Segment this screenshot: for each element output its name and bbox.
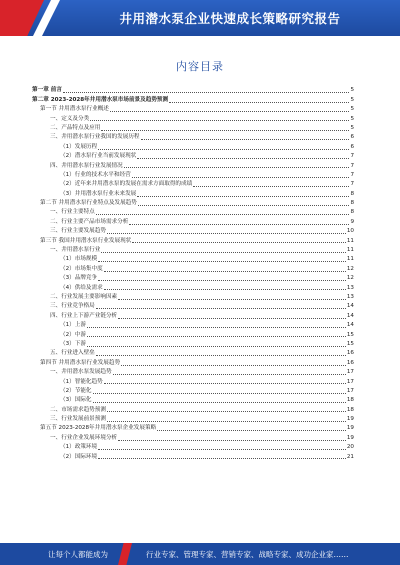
toc-entry-label: 四、行业上下游产业链分析	[50, 312, 118, 319]
toc-entry[interactable]	[32, 330, 354, 339]
toc-leader-dots	[87, 335, 346, 337]
toc-entry-label: （2）潜水泵行业当前发展现状	[60, 153, 137, 160]
toc-entry[interactable]	[32, 293, 354, 302]
toc-entry[interactable]	[32, 340, 354, 349]
toc-entry-page: 8	[350, 190, 354, 197]
toc-entry[interactable]	[32, 189, 354, 198]
toc-leader-dots	[93, 392, 346, 394]
toc-entry[interactable]	[32, 217, 354, 226]
toc-entry[interactable]	[32, 171, 354, 180]
toc-leader-dots	[96, 213, 350, 215]
toc-entry[interactable]	[32, 246, 354, 255]
toc-leader-dots	[96, 307, 346, 309]
toc-entry[interactable]	[32, 433, 354, 442]
toc-entry-label: 二、行业发展主要影响因素	[50, 293, 118, 300]
toc-leader-dots	[98, 279, 346, 281]
toc-leader-dots	[101, 251, 346, 253]
toc-entry[interactable]	[32, 452, 354, 461]
toc-leader-dots	[96, 354, 346, 356]
toc-entry-label: （3）井用潜水泵行业未来发展	[60, 190, 137, 197]
toc-entry[interactable]	[32, 255, 354, 264]
footer-slogan-right: 行业专家、管理专家、营销专家、战略专家、成功企业家……	[146, 550, 349, 559]
toc-leader-dots	[132, 176, 350, 178]
toc-leader-dots	[124, 166, 350, 168]
toc-entry-page: 16	[346, 350, 354, 357]
toc-entry-label: （1）政策环境	[60, 444, 98, 451]
toc-entry-label: 三、行业主要发展趋势	[50, 228, 106, 235]
toc-entry-page: 18	[346, 397, 354, 404]
toc-entry[interactable]	[32, 86, 354, 95]
toc-entry-page: 13	[346, 293, 354, 300]
toc-entry[interactable]	[32, 274, 354, 283]
toc-entry[interactable]	[32, 368, 354, 377]
toc-entry-page: 7	[350, 181, 354, 188]
page-footer	[0, 543, 400, 565]
toc-entry-label: 一、井用潜水泵发展趋势	[50, 369, 112, 376]
toc-leader-dots	[129, 223, 349, 225]
report-title: 井用潜水泵企业快速成长策略研究报告	[119, 11, 341, 26]
toc-entry[interactable]	[32, 405, 354, 414]
toc-leader-dots	[104, 270, 346, 272]
toc-entry-page: 15	[346, 340, 354, 347]
toc-entry-page: 10	[346, 228, 354, 235]
toc-entry-label: 一、行业企业发展环境分析	[50, 434, 118, 441]
toc-entry-page: 5	[350, 96, 354, 103]
toc-entry-label: （2）节能化	[60, 387, 92, 394]
toc-entry-label: 二、产品特点及应用	[50, 124, 101, 131]
toc-entry[interactable]	[32, 114, 354, 123]
toc-entry-label: （3）品牌竞争	[60, 275, 98, 282]
toc-entry[interactable]	[32, 208, 354, 217]
toc-entry[interactable]	[32, 133, 354, 142]
toc-leader-dots	[98, 457, 346, 459]
toc-entry-page: 8	[350, 209, 354, 216]
toc-entry-label: （1）市场规模	[60, 256, 98, 263]
toc-leader-dots	[104, 288, 346, 290]
toc-entry-label: 一、定义及分类	[50, 115, 90, 122]
toc-heading: 内容目录	[176, 60, 224, 73]
toc-leader-dots	[87, 345, 346, 347]
toc-entry-page: 8	[350, 200, 354, 207]
toc-entry[interactable]	[32, 105, 354, 114]
toc-entry-page: 20	[346, 444, 354, 451]
toc-leader-dots	[101, 129, 349, 131]
toc-entry-label: （2）市场集中度	[60, 265, 103, 272]
toc-entry[interactable]	[32, 152, 354, 161]
toc-entry[interactable]	[32, 142, 354, 151]
toc-entry-label: 一、井用潜水泵行业	[50, 247, 101, 254]
toc-entry[interactable]	[32, 321, 354, 330]
toc-entry[interactable]	[32, 358, 354, 367]
toc-entry-page: 17	[346, 369, 354, 376]
toc-entry-page: 18	[346, 406, 354, 413]
toc-leader-dots	[98, 448, 346, 450]
toc-entry[interactable]	[32, 95, 354, 104]
toc-entry-page: 19	[346, 416, 354, 423]
toc-leader-dots	[118, 439, 346, 441]
toc-entry[interactable]	[32, 424, 354, 433]
toc-entry-label: （4）供给及需求	[60, 284, 103, 291]
toc-entry-page: 12	[346, 275, 354, 282]
toc-leader-dots	[107, 420, 346, 422]
toc-entry-page: 19	[346, 425, 354, 432]
toc-entry[interactable]	[32, 124, 354, 133]
toc-entry-label: 四、井用潜水泵行业发展情况	[50, 162, 123, 169]
toc-entry-label: （3）下游	[60, 340, 86, 347]
toc-entry[interactable]	[32, 199, 354, 208]
toc-entry-page: 5	[350, 115, 354, 122]
toc-entry-page: 19	[346, 434, 354, 441]
toc-leader-dots	[169, 101, 349, 103]
toc-entry[interactable]	[32, 387, 354, 396]
toc-entry-page: 7	[350, 153, 354, 160]
toc-leader-dots	[132, 241, 346, 243]
toc-leader-dots	[113, 373, 346, 375]
toc-entry[interactable]	[32, 161, 354, 170]
toc-leader-dots	[141, 138, 350, 140]
toc-entry-page: 17	[346, 387, 354, 394]
toc-entry[interactable]	[32, 227, 354, 236]
toc-entry-label: 第二节 井用潜水泵行业特点及发展趋势	[40, 200, 137, 207]
toc-entry-page: 7	[350, 171, 354, 178]
toc-entry-label: 第四节 井用潜水泵行业发展趋势	[40, 359, 121, 366]
toc-entry-page: 17	[346, 378, 354, 385]
toc-entry-page: 5	[350, 106, 354, 113]
toc-leader-dots	[137, 157, 349, 159]
toc-entry-label: （2）近年来井用潜水泵的发展在需求方面取得的成绩	[60, 181, 193, 188]
toc-entry-page: 12	[346, 265, 354, 272]
toc-entry[interactable]	[32, 396, 354, 405]
toc-leader-dots	[98, 148, 349, 150]
toc-entry-page: 11	[346, 256, 354, 263]
toc-entry-page: 14	[346, 303, 354, 310]
table-of-contents	[32, 86, 354, 462]
toc-entry-page: 5	[350, 124, 354, 131]
toc-entry-page: 11	[346, 237, 354, 244]
toc-entry-page: 16	[346, 359, 354, 366]
toc-entry-page: 9	[350, 218, 354, 225]
toc-leader-dots	[193, 185, 349, 187]
toc-entry[interactable]	[32, 264, 354, 273]
toc-entry[interactable]	[32, 443, 354, 452]
toc-entry-label: 第二章 2023-2028年井用潜水泵市场前景及趋势预测	[32, 96, 169, 103]
footer-slogan-left: 让每个人都能成为	[48, 550, 108, 559]
toc-entry-label: （2）中游	[60, 331, 86, 338]
toc-entry-label: 三、行业竞争格局	[50, 303, 95, 310]
toc-leader-dots	[118, 298, 346, 300]
toc-leader-dots	[157, 429, 346, 431]
toc-entry-label: 二、行业主要产品市场需求分析	[50, 218, 129, 225]
toc-leader-dots	[107, 232, 346, 234]
toc-entry[interactable]	[32, 302, 354, 311]
toc-entry[interactable]	[32, 377, 354, 386]
toc-entry-label: 第一节 井用潜水泵行业概述	[40, 106, 109, 113]
toc-entry-page: 5	[350, 87, 354, 94]
page-header	[0, 0, 400, 36]
toc-leader-dots	[93, 401, 346, 403]
toc-entry-label: 第五节 2023-2028年井用潜水泵企业发展策略	[40, 425, 157, 432]
toc-entry[interactable]	[32, 415, 354, 424]
toc-entry-page: 13	[346, 284, 354, 291]
toc-entry[interactable]	[32, 311, 354, 320]
toc-entry-label: 三、井用潜水泵行业我国的发展历程	[50, 134, 140, 141]
toc-entry[interactable]	[32, 349, 354, 358]
toc-entry-page: 7	[350, 162, 354, 169]
toc-entry[interactable]	[32, 180, 354, 189]
toc-entry-page: 21	[346, 453, 354, 460]
toc-entry-label: （1）上游	[60, 322, 86, 329]
toc-entry-label: （3）国际化	[60, 397, 92, 404]
toc-entry-label: 五、行业进入壁垒	[50, 350, 95, 357]
toc-leader-dots	[121, 364, 346, 366]
toc-leader-dots	[98, 260, 346, 262]
toc-entry[interactable]	[32, 283, 354, 292]
toc-entry-label: 三、行业发展前景预测	[50, 416, 106, 423]
toc-leader-dots	[110, 110, 350, 112]
toc-entry-label: 第三节 我国井用潜水泵行业发展现状	[40, 237, 132, 244]
toc-entry-label: 一、行业主要特点	[50, 209, 95, 216]
toc-leader-dots	[90, 119, 349, 121]
toc-leader-dots	[63, 91, 350, 93]
toc-leader-dots	[118, 317, 346, 319]
toc-leader-dots	[87, 326, 346, 328]
toc-leader-dots	[107, 410, 346, 412]
toc-entry-label: 二、市场需求趋势预测	[50, 406, 106, 413]
footer-red-accent	[118, 543, 132, 565]
toc-entry-label: （1）智能化趋势	[60, 378, 103, 385]
toc-entry-label: （1）发展历程	[60, 143, 98, 150]
toc-entry-page: 6	[350, 134, 354, 141]
toc-entry-label: （2）国际环境	[60, 453, 98, 460]
toc-leader-dots	[104, 382, 346, 384]
toc-leader-dots	[138, 204, 350, 206]
toc-entry-page: 14	[346, 322, 354, 329]
toc-entry-label: 第一章 前言	[32, 87, 62, 94]
toc-entry-page: 15	[346, 331, 354, 338]
toc-entry-page: 14	[346, 312, 354, 319]
toc-entry-label: （1）行业的技术水平和经营	[60, 171, 131, 178]
toc-entry-page: 11	[346, 247, 354, 254]
toc-leader-dots	[137, 195, 349, 197]
toc-entry[interactable]	[32, 236, 354, 245]
toc-entry-page: 6	[350, 143, 354, 150]
